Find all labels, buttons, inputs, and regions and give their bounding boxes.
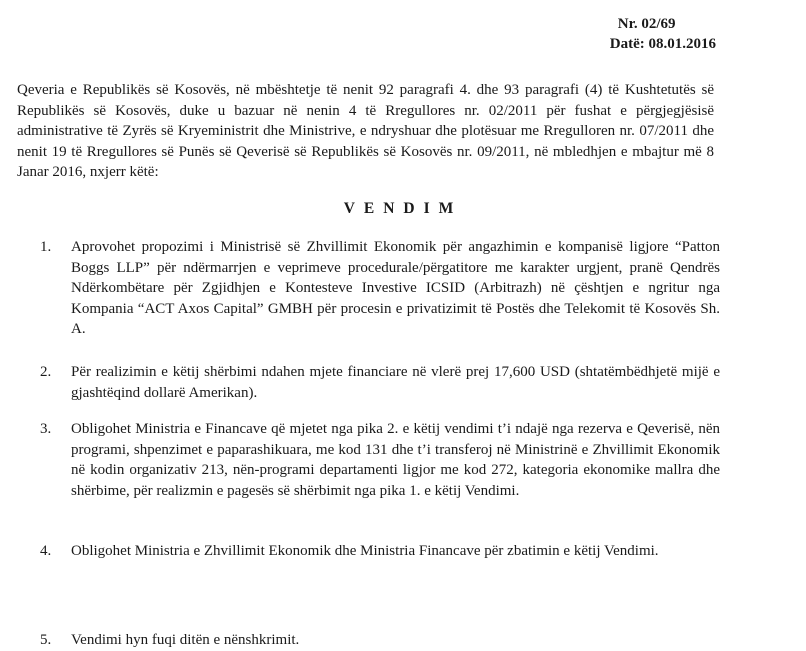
- decision-header: [610, 14, 716, 54]
- preamble-paragraph: Qeveria e Republikës së Kosovës, në mbështetje të nenit 92 paragrafi 4. dhe 93 paragrafi (4) të Kushtetutës së Republikës së Kosovës, duke u bazuar në nenin 4 të Rregullores nr. 02/2011 për fushat e përgjegjësisë administrative të Zyrës së Kryeministrit dhe Ministrive, e ndryshuar dhe plotësuar me Rregulloren nr. 07/2011 dhe nenit 19 të Rregullores së Punës së Qeverisë së Republikës së Kosovës nr. 09/2011, në mbledhjen e mbajtur më 8 Janar 2016, nxjerr këtë:: [17, 82, 714, 180]
- document-title: VENDIM: [343, 200, 463, 217]
- item-text: Për realizimin e këtij shërbimi ndahen mjete financiare në vlerë prej 17,600 USD (shtatëmbëdhjetë mijë e gjashtëqind dollarë Amerikan).: [71, 364, 720, 401]
- item-number: 1.: [40, 239, 52, 255]
- item-number: 2.: [40, 364, 52, 380]
- item-number: 4.: [40, 543, 52, 559]
- item-text: Obligohet Ministria e Financave që mjetet nga pika 2. e këtij vendimi t’i ndajë nga rezerva e Qeverisë, nën programi, shpenzimet e paparashikuara, me kod 131 dhe t’i transferoj në Ministrinë e Zhvillimit Ekonomik në kodin organizativ 213, nën-programi departamenti ligjor me kod 272, kategoria ekonomike mallra dhe shërbime, për realizmin e pagesës së shërbimit nga pika 1. e këtij Vendimi.: [71, 421, 720, 499]
- item-text: Obligohet Ministria e Zhvillimit Ekonomik dhe Ministria Financave për zbatimin e këtij Vendimi.: [71, 543, 659, 559]
- item-number: 3.: [40, 421, 52, 437]
- decision-date: Datë: 08.01.2016: [609, 36, 716, 52]
- item-text: Aprovohet propozimi i Ministrisë së Zhvillimit Ekonomik për angazhimin e kompanisë ligjore “Patton Boggs LLP” për ndërmarrjen e veprimeve procedurale/përgatitore me karakter urgjent, pranë Qendrës Ndërkombëtare për Zgjidhjen e Kontesteve Investive ICSID (Arbitrazh) në çështjen e ngritur nga Kompania “ACT Axos Capital” GMBH për procesin e privatizimit të Postës dhe Telekomit të Kosovës Sh. A.: [71, 239, 720, 337]
- item-number: 5.: [40, 632, 52, 648]
- item-text: Vendimi hyn fuqi ditën e nënshkrimit.: [71, 632, 300, 648]
- decision-number: Nr. 02/69: [617, 16, 676, 32]
